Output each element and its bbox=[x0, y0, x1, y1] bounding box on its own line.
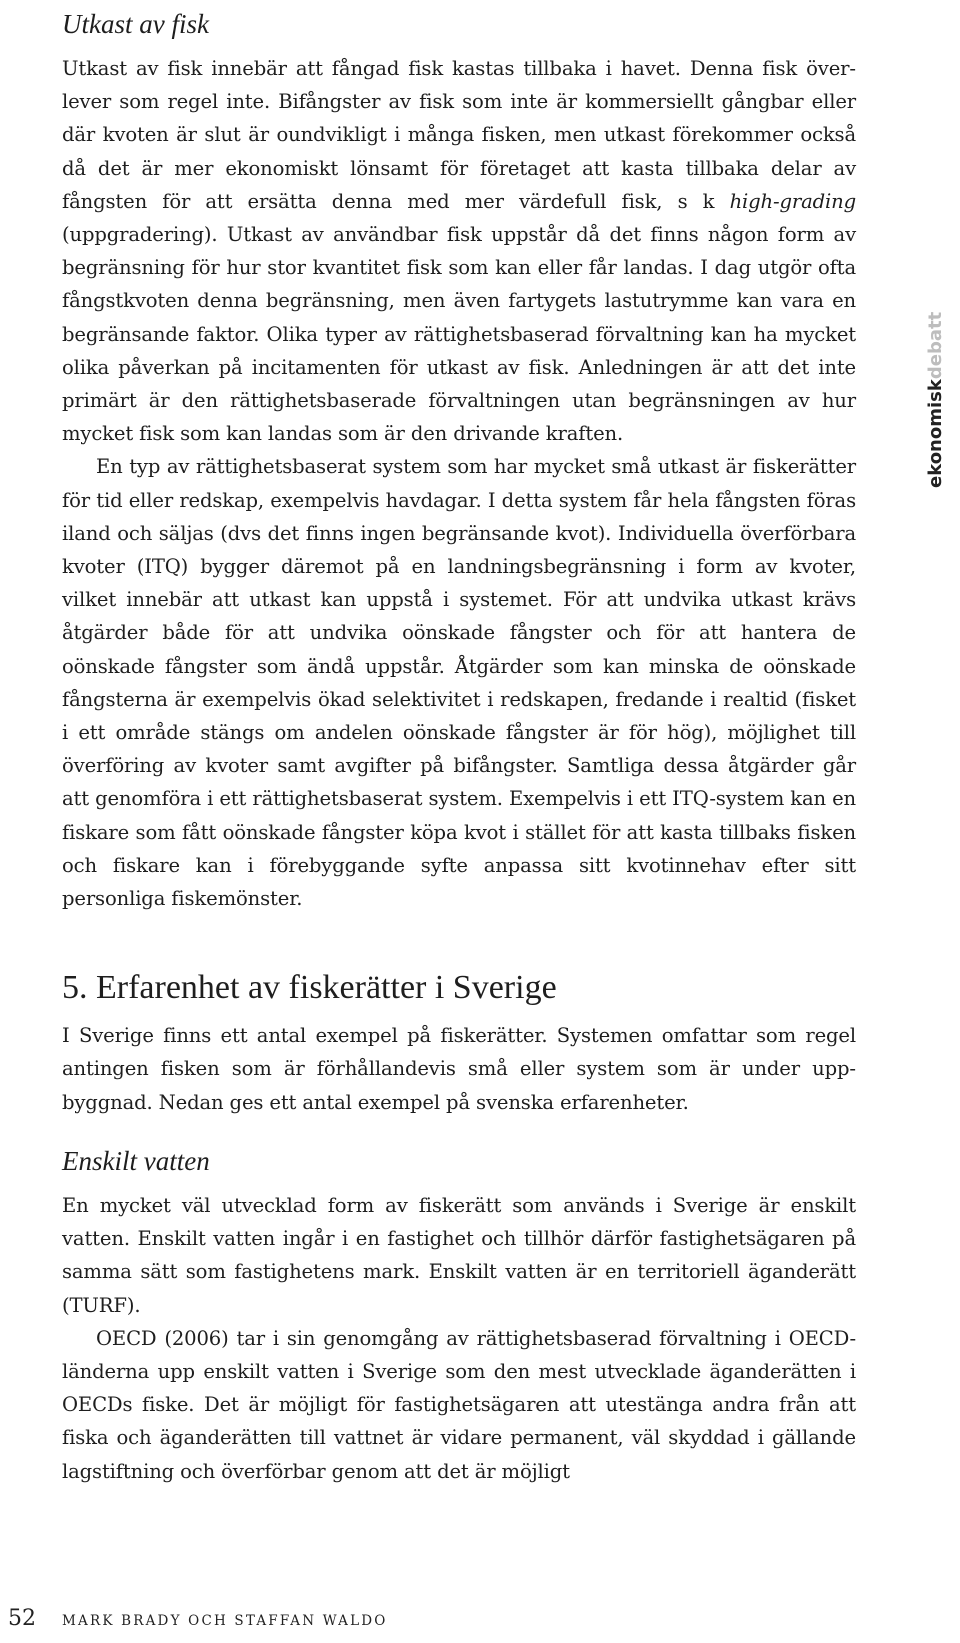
footer-divider bbox=[0, 1600, 960, 1601]
subheading-utkast: Utkast av fisk bbox=[62, 9, 209, 39]
paragraph-erfarenhet: I Sverige finns ett antal exempel på fiskerätter. Systemen omfattar som regel antingen fisken som är förhållandevis små eller system som är under uppbyggnad. Nedan ges ett antal exempel på svenska erfarenheter. bbox=[62, 1024, 856, 1114]
paragraph-enskilt-1: En mycket väl utvecklad form av fiskerätt som används i Sverige är enskilt vatten. Enskilt vatten ingår i en fastighet och tillhör därför fastighetsägaren på samma sätt som fastighetens mark. Enskilt vatten är en territoriell äganderätt (TURF). bbox=[62, 1193, 856, 1317]
brand-main: ekonomisk bbox=[925, 379, 946, 488]
brand-accent: debatt bbox=[925, 311, 946, 380]
paragraph-enskilt-2: OECD (2006) tar i sin genomgång av rättighetsbaserad förvaltning i OECD-länderna upp enskilt vatten i Sverige som den mest utvecklade äganderätten i OECDs fiske. Det är möjligt för fastighetsägaren att utestänga andra från att fiska och äganderätten till vattnet är vidare permanent, väl skyddad i gällande lagstiftning och överförbar genom att det är möjligt bbox=[62, 1326, 856, 1483]
paragraph-utkast-2: En typ av rättighetsbaserat system som har mycket små utkast är fiskerätter för tid eller redskap, exempelvis havdagar. I detta system får hela fångsten föras iland och säljas (dvs det finns ingen begränsande kvot). Individuella överförbara kvoter (ITQ) bygger däremot på en landningsbegränsning i form av kvoter, vilket innebär att utkast kan uppstå i systemet. För att undvika utkast krävs åtgärder både för att undvika oönskade fångster och för att hantera de oönskade fångster som ändå uppstår. Åtgärder som kan minska de oönskade fångsterna är exempelvis ökad selektivitet i redskapen, fredande i realtid (fisket i ett område stängs om andelen oönskade fångster är för hög), möjlighet till överföring av kvoter samt avgifter på bifångster. Samtliga dessa åtgärder går att genomföra i ett rättighetsbaserat system. Exempelvis i ett ITQ-system kan en fiskare som fått oönskade fångster köpa kvot i stället för att kasta tillbaks fisken och fiskare kan i förebyggande syfte anpassa sitt kvotinnehav efter sitt personliga fiskemönster. bbox=[62, 455, 856, 911]
paragraph-utkast-1-start: Utkast av fisk innebär att fångad fisk kastas tillbaka i havet. Denna fisk överlever som regel inte. Bifångster av fisk som inte är kommersiellt gångbar eller där kvoten är slut är oundvikligt i många fisken, men utkast förekommer också då det är mer ekonomiskt lönsamt för företaget att kasta tillbaka delar av fångsten för att ersätta denna med mer värdefull fisk, s k bbox=[62, 57, 856, 213]
sidebar-brand bbox=[900, 283, 946, 488]
page-body bbox=[62, 0, 856, 1488]
page-footer bbox=[0, 1600, 960, 1640]
footer-authors: MARK BRADY OCH STAFFAN WALDO bbox=[62, 1613, 388, 1629]
term-high-grading: high-grading bbox=[729, 189, 856, 213]
subheading-enskilt-vatten: Enskilt vatten bbox=[62, 1145, 210, 1176]
section-heading: 5. Erfarenhet av fiskerätter i Sverige bbox=[62, 969, 557, 1007]
page-number: 52 bbox=[8, 1606, 36, 1631]
paragraph-utkast-1 bbox=[62, 52, 856, 450]
brand-logo bbox=[924, 283, 948, 488]
paragraph-utkast-1-end: (uppgradering). Utkast av användbar fisk uppstår då det finns någon form av begränsning för hur stor kvantitet fisk som kan eller får landas. I dag utgör ofta fångstkvoten denna begränsning, men även fartygets lastutrymme kan vara en begränsande faktor. Olika typer av rättighetsbaserad förvaltning kan ha mycket olika påverkan på incitamenten för utkast av fisk. Anledningen är att det inte primärt är den rättighetsbaserade förvaltningen utan begränsningen av hur mycket fisk som kan landas som är den drivande kraften. bbox=[62, 223, 856, 446]
